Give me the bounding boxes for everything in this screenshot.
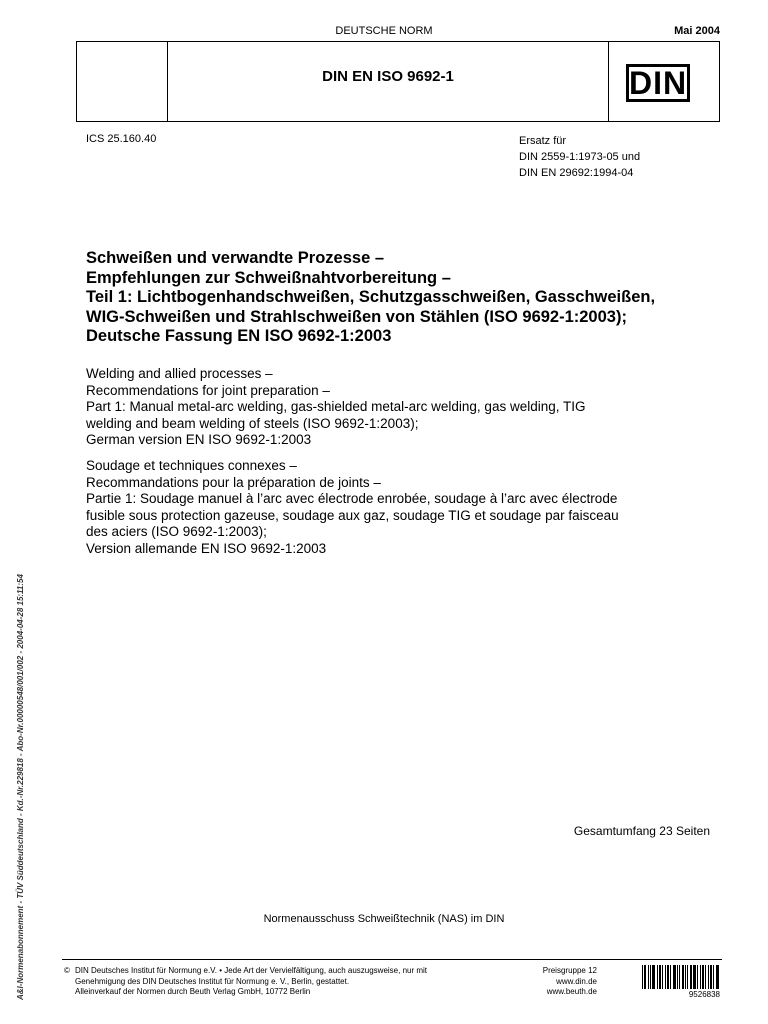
title-german-line: Schweißen und verwandte Prozesse –: [86, 249, 385, 267]
title-french-line: Recommandations pour la préparation de joints –: [86, 474, 381, 490]
barcode-bar: [644, 965, 646, 989]
price-group-block: [515, 966, 597, 998]
title-german-line: Deutsche Fassung EN ISO 9692-1:2003: [86, 327, 392, 346]
barcode-bar: [713, 965, 714, 989]
title-english-line: German version EN ISO 9692-1:2003: [86, 432, 312, 448]
barcode-bar: [667, 965, 669, 989]
barcode-bar: [677, 965, 678, 989]
barcode-bar: [697, 965, 698, 989]
din-website: www.din.de: [556, 976, 597, 986]
barcode-bar: [652, 965, 655, 989]
barcode-bar: [648, 965, 649, 989]
copyright-notice: [75, 966, 427, 998]
barcode-bar: [659, 965, 661, 989]
title-french-line: fusible sous protection gazeuse, soudage aux gaz, soudage TIG et soudage par faisceau: [86, 507, 619, 523]
document-series-label: DEUTSCHE NORM: [335, 25, 433, 37]
barcode-bar: [716, 965, 719, 989]
replaces-line: Ersatz für: [519, 135, 567, 147]
title-english-line: Recommendations for joint preparation –: [86, 382, 330, 398]
title-french-line: Version allemande EN ISO 9692-1:2003: [86, 540, 327, 556]
barcode-bar: [685, 965, 686, 989]
barcode: [642, 965, 720, 989]
barcode-bar: [673, 965, 676, 989]
copyright-line: Alleinverkauf der Normen durch Beuth Verlag GmbH, 10772 Berlin: [75, 987, 311, 996]
barcode-bar: [657, 965, 658, 989]
barcode-bar: [708, 965, 709, 989]
title-german-line: WIG-Schweißen und Strahlschweißen von Stählen (ISO 9692-1:2003);: [86, 307, 627, 326]
publication-date: Mai 2004: [674, 25, 720, 37]
document-number: DIN EN ISO 9692-1: [322, 68, 454, 85]
side-margin-text: A&I-Normenabonnement - TÜV Süddeutschland - Kd.-Nr.229818 - Abo-Nr.00000548/001/002 - 2004-04-28 15:11:54: [16, 574, 25, 1000]
replaces-block: [519, 133, 640, 181]
barcode-bar: [679, 965, 680, 989]
footer-rule: [62, 959, 722, 960]
barcode-bar: [662, 965, 663, 989]
barcode-bar: [705, 965, 706, 989]
barcode-number: 9526838: [688, 990, 720, 999]
barcode-bar: [690, 965, 692, 989]
title-french-line: des aciers (ISO 9692-1:2003);: [86, 524, 267, 540]
barcode-bar: [700, 965, 701, 989]
copyright-line: DIN Deutsches Institut für Normung e.V. • Jede Art der Vervielfältigung, auch auszugsweise, nur mit: [75, 966, 428, 975]
barcode-bar: [682, 965, 684, 989]
beuth-website: www.beuth.de: [546, 987, 597, 996]
barcode-bar: [710, 965, 712, 989]
barcode-bar: [642, 965, 643, 989]
total-pages: Gesamtumfang 23 Seiten: [573, 824, 710, 838]
din-logo: DIN: [626, 64, 690, 102]
title-french-line: Partie 1: Soudage manuel à l’arc avec électrode enrobée, soudage à l’arc avec électrode: [86, 491, 618, 507]
title-german-line: Empfehlungen zur Schweißnahtvorbereitung –: [86, 268, 451, 287]
header-box: [76, 41, 720, 122]
title-english-line: Welding and allied processes –: [86, 366, 273, 381]
committee-name: Normenausschuss Schweißtechnik (NAS) im DIN: [263, 913, 505, 925]
ics-code: ICS 25.160.40: [86, 133, 157, 145]
barcode-bar: [687, 965, 688, 989]
replaces-line: DIN EN 29692:1994-04: [519, 167, 634, 179]
barcode-bar: [693, 965, 696, 989]
title-french: [86, 458, 619, 558]
title-english-line: Part 1: Manual metal-arc welding, gas-shielded metal-arc welding, gas welding, TIG: [86, 399, 586, 415]
title-german: [86, 249, 726, 347]
header-divider-right: [608, 42, 609, 121]
title-french-line: Soudage et techniques connexes –: [86, 458, 297, 473]
replaces-line: DIN 2559-1:1973-05 und: [519, 151, 641, 163]
barcode-bar: [665, 965, 666, 989]
title-english: [86, 366, 586, 449]
barcode-bar: [702, 965, 704, 989]
price-group: Preisgruppe 12: [542, 966, 597, 975]
title-german-line: Teil 1: Lichtbogenhandschweißen, Schutzgasschweißen, Gasschweißen,: [86, 288, 656, 307]
barcode-bar: [670, 965, 671, 989]
copyright-line: Genehmigung des DIN Deutsches Institut für Normung e. V., Berlin, gestattet.: [75, 976, 350, 986]
title-english-line: welding and beam welding of steels (ISO 9692-1:2003);: [86, 415, 419, 431]
copyright-symbol: ©: [64, 966, 70, 975]
barcode-bar: [650, 965, 651, 989]
